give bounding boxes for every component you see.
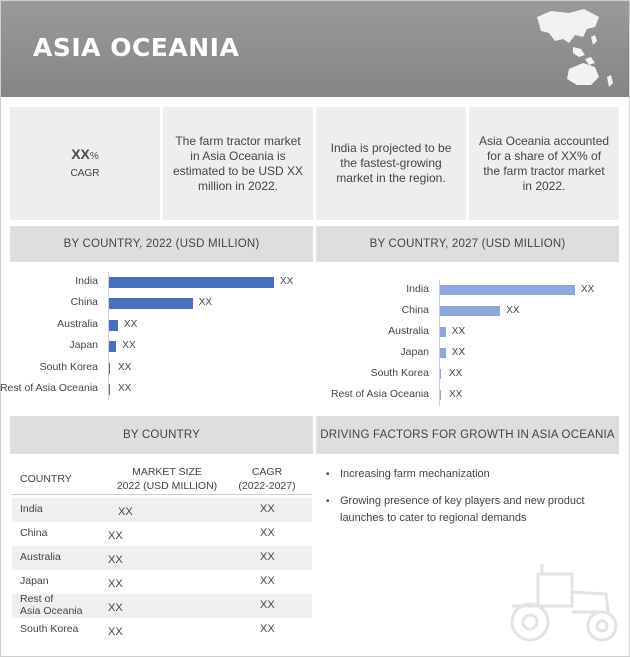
fastest-growing-text: India is projected to be the fastest-growing market in the region. (330, 141, 452, 185)
bar-label: South Korea (370, 367, 429, 379)
cagr-label: CAGR (70, 167, 100, 179)
table-row (12, 570, 312, 594)
page-title: ASIA OCEANIA (33, 33, 240, 62)
asia-oceania-map-icon (529, 7, 619, 92)
bar (108, 341, 116, 352)
row-country: Australia (20, 551, 61, 563)
row-market-size: XX (108, 626, 123, 638)
bar-label: China (70, 296, 98, 309)
tractor-icon (508, 562, 620, 646)
bullet-icon: • (326, 496, 330, 507)
table-row (12, 522, 312, 546)
market-size-card (163, 107, 313, 220)
row-market-size: XX (108, 602, 123, 614)
driving-factors-list (326, 466, 616, 546)
bar (108, 320, 118, 331)
bar-label: Australia (388, 325, 429, 337)
bar-value-label: XX (122, 340, 136, 352)
bar-value-label: XX (451, 347, 466, 358)
bar-value-label: XX (118, 383, 132, 394)
row-country: Japan (20, 575, 49, 587)
row-country: India (20, 503, 43, 515)
header-banner (1, 1, 629, 97)
bar-value-label: XX (198, 297, 212, 309)
bar-value-label: XX (506, 305, 520, 316)
by-country-table (12, 456, 312, 648)
bar-label: India (75, 275, 98, 287)
chart-axis-line (108, 272, 109, 400)
bar-value-label: XX (123, 318, 138, 330)
chart-axis-line (439, 280, 440, 406)
factor-text: Growing presence of key players and new product launches to cater to regional demands (340, 495, 585, 524)
chart-2027 (316, 265, 619, 405)
row-country: Rest of Asia Oceania (20, 593, 83, 617)
bar (439, 327, 446, 337)
row-cagr: XX (260, 599, 275, 611)
bar-value-label: XX (581, 284, 595, 295)
bar-label: Japan (69, 339, 98, 352)
row-country: China (20, 527, 48, 539)
table-row (12, 594, 312, 618)
bar-value-label: XX (118, 361, 132, 373)
bar-label: Australia (57, 317, 98, 330)
bar-value-label: XX (449, 368, 463, 379)
bar-label: Japan (400, 346, 429, 358)
row-country: South Korea (20, 623, 79, 635)
row-cagr: XX (260, 575, 275, 587)
by-country-title: BY COUNTRY (10, 416, 313, 454)
bar-label: China (401, 304, 429, 316)
bar (439, 348, 446, 358)
bullet-icon: • (326, 469, 330, 480)
col-header-country: COUNTRY (20, 473, 72, 485)
cagr-card (10, 107, 160, 220)
factor-text: Increasing farm mechanization (340, 468, 490, 480)
bar-label: Rest of Asia Oceania (0, 382, 98, 394)
row-cagr: XX (260, 551, 275, 563)
bar (439, 306, 500, 316)
bar-value-label: XX (280, 276, 294, 287)
bar-value-label: XX (451, 326, 466, 337)
table-row (12, 498, 312, 522)
chart-2022-title: BY COUNTRY, 2022 (USD MILLION) (10, 226, 313, 262)
bar-label: South Korea (39, 360, 98, 373)
market-share-card (469, 107, 619, 220)
bar-label: India (406, 283, 429, 295)
fastest-growing-card (316, 107, 466, 220)
bar-label: Rest of Asia Oceania (330, 388, 429, 400)
bar (108, 277, 274, 288)
col-header-market-size: MARKET SIZE 2022 (USD MILLION) (116, 466, 218, 492)
row-market-size: XX (108, 530, 123, 542)
bar-value-label: XX (449, 389, 463, 400)
row-market-size: XX (108, 578, 123, 590)
row-cagr: XX (260, 503, 275, 515)
row-market-size: XX (108, 554, 123, 566)
row-cagr: XX (260, 623, 275, 635)
cagr-value: XX% (71, 145, 99, 162)
col-header-cagr: CAGR (2022-2027) (238, 466, 296, 492)
chart-2027-title: BY COUNTRY, 2027 (USD MILLION) (316, 226, 619, 262)
market-size-text: The farm tractor market in Asia Oceania is estimated to be USD XX million in 2022. (172, 133, 304, 193)
chart-2022 (0, 265, 313, 405)
market-share-text: Asia Oceania accounted for a share of XX% of the farm tractor market in 2022. (478, 133, 610, 193)
table-divider (12, 494, 312, 495)
bar (108, 298, 193, 309)
driving-factors-title: DRIVING FACTORS FOR GROWTH IN ASIA OCEANIA (316, 416, 619, 454)
table-row (12, 546, 312, 570)
table-row (12, 618, 312, 642)
bar (439, 285, 575, 295)
row-cagr: XX (260, 527, 275, 539)
row-market-size: XX (118, 506, 133, 518)
